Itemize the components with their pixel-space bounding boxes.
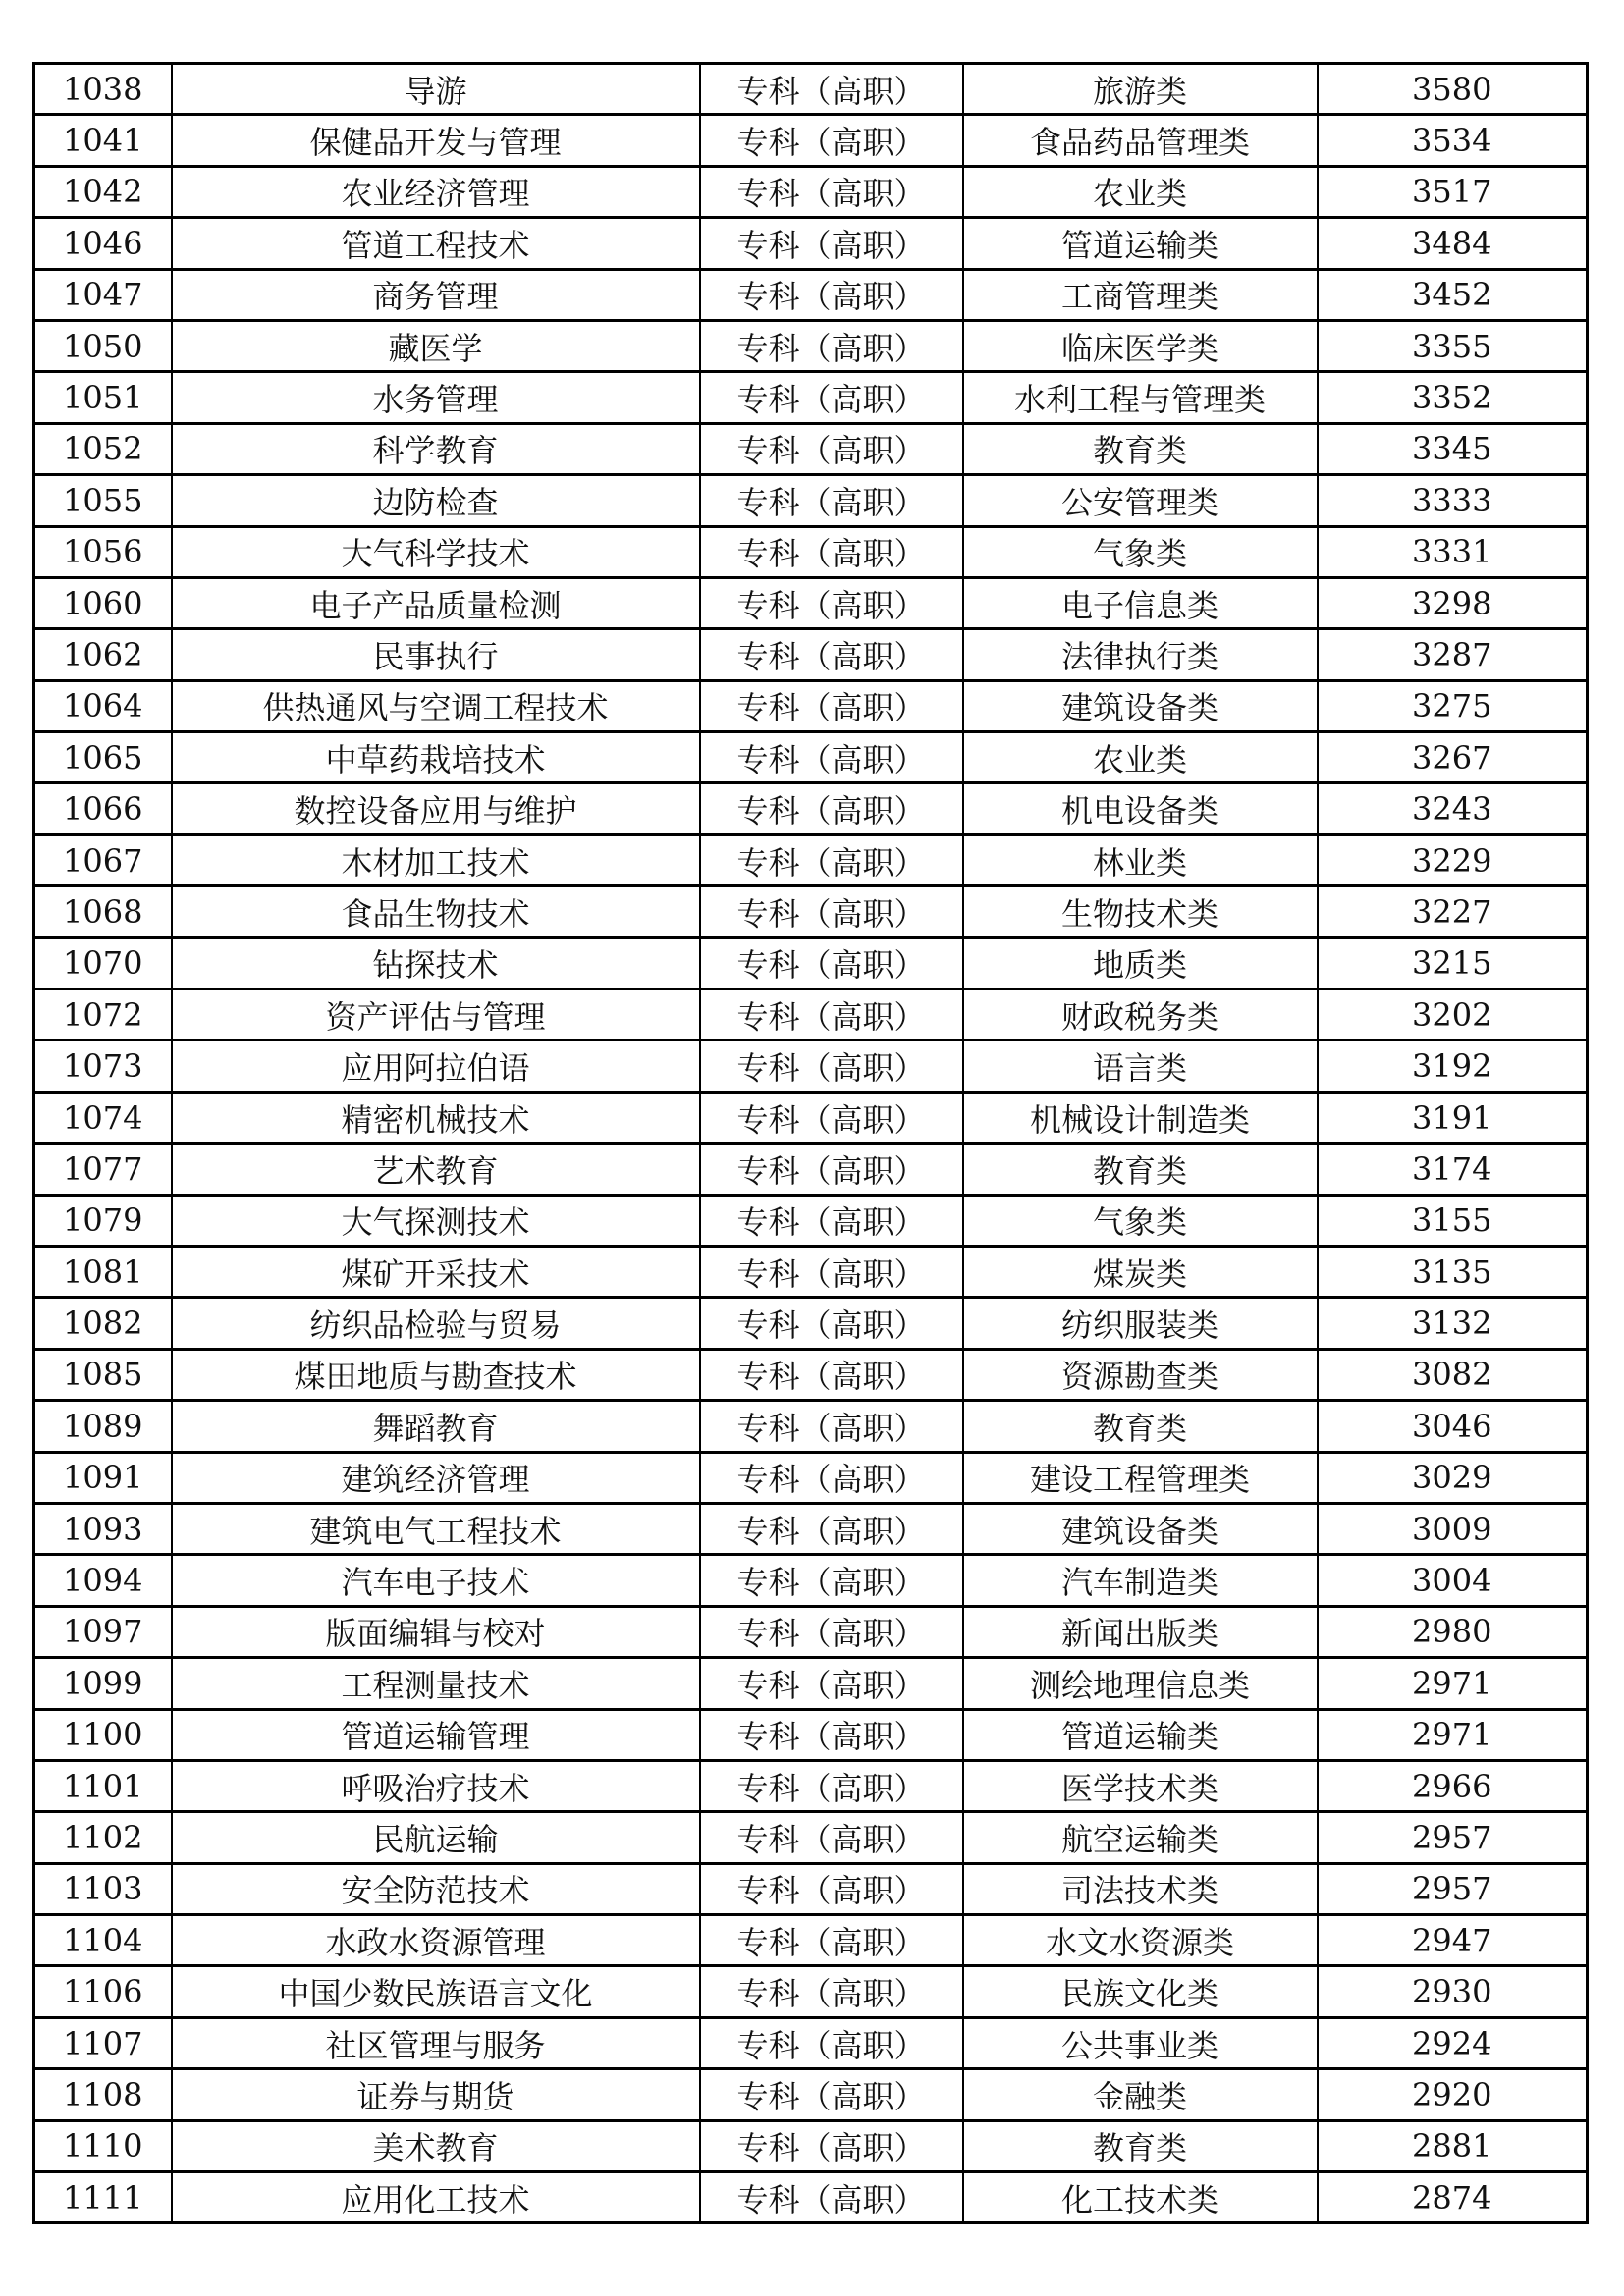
major-category-cell: 水文水资源类 — [963, 1915, 1318, 1966]
major-code-cell: 1050 — [34, 320, 172, 371]
table-row — [34, 680, 1588, 731]
table-row — [34, 475, 1588, 526]
table-row — [34, 64, 1588, 115]
major-code-cell: 1077 — [34, 1144, 172, 1195]
table-row — [34, 166, 1588, 217]
major-name-cell: 舞蹈教育 — [172, 1401, 700, 1452]
major-code-cell: 1111 — [34, 2172, 172, 2223]
score-cell: 3191 — [1318, 1092, 1588, 1143]
table-row — [34, 1709, 1588, 1760]
major-category-cell: 旅游类 — [963, 64, 1318, 115]
score-cell: 3229 — [1318, 834, 1588, 885]
table-row — [34, 1401, 1588, 1452]
major-name-cell: 管道工程技术 — [172, 218, 700, 269]
education-level-cell: 专科（高职） — [700, 989, 963, 1041]
major-code-cell: 1067 — [34, 834, 172, 885]
major-code-cell: 1065 — [34, 732, 172, 783]
major-code-cell: 1073 — [34, 1041, 172, 1092]
education-level-cell: 专科（高职） — [700, 1760, 963, 1811]
major-code-cell: 1046 — [34, 218, 172, 269]
table-row — [34, 1144, 1588, 1195]
major-name-cell: 电子产品质量检测 — [172, 577, 700, 628]
education-level-cell: 专科（高职） — [700, 269, 963, 320]
major-name-cell: 保健品开发与管理 — [172, 115, 700, 166]
score-cell: 2930 — [1318, 1966, 1588, 2017]
major-code-cell: 1072 — [34, 989, 172, 1041]
score-cell: 2957 — [1318, 1863, 1588, 1914]
table-body — [34, 64, 1588, 2223]
education-level-cell: 专科（高职） — [700, 1658, 963, 1709]
score-cell: 3287 — [1318, 629, 1588, 680]
score-cell: 3452 — [1318, 269, 1588, 320]
major-code-cell: 1108 — [34, 2069, 172, 2120]
table-row — [34, 1658, 1588, 1709]
major-category-cell: 管道运输类 — [963, 218, 1318, 269]
score-cell: 3135 — [1318, 1246, 1588, 1297]
major-category-cell: 航空运输类 — [963, 1812, 1318, 1863]
education-level-cell: 专科（高职） — [700, 629, 963, 680]
major-code-cell: 1081 — [34, 1246, 172, 1297]
major-code-cell: 1110 — [34, 2120, 172, 2171]
score-cell: 3192 — [1318, 1041, 1588, 1092]
education-level-cell: 专科（高职） — [700, 115, 963, 166]
table-row — [34, 834, 1588, 885]
education-level-cell: 专科（高职） — [700, 732, 963, 783]
major-category-cell: 电子信息类 — [963, 577, 1318, 628]
education-level-cell: 专科（高职） — [700, 1401, 963, 1452]
major-code-cell: 1042 — [34, 166, 172, 217]
major-category-cell: 汽车制造类 — [963, 1555, 1318, 1606]
major-category-cell: 民族文化类 — [963, 1966, 1318, 2017]
major-code-cell: 1079 — [34, 1195, 172, 1246]
education-level-cell: 专科（高职） — [700, 886, 963, 937]
major-name-cell: 食品生物技术 — [172, 886, 700, 937]
major-name-cell: 民事执行 — [172, 629, 700, 680]
score-cell: 3333 — [1318, 475, 1588, 526]
major-name-cell: 版面编辑与校对 — [172, 1606, 700, 1657]
major-category-cell: 测绘地理信息类 — [963, 1658, 1318, 1709]
major-category-cell: 建筑设备类 — [963, 680, 1318, 731]
major-code-cell: 1056 — [34, 526, 172, 577]
major-name-cell: 呼吸治疗技术 — [172, 1760, 700, 1811]
major-category-cell: 工商管理类 — [963, 269, 1318, 320]
major-name-cell: 供热通风与空调工程技术 — [172, 680, 700, 731]
major-name-cell: 中国少数民族语言文化 — [172, 1966, 700, 2017]
education-level-cell: 专科（高职） — [700, 2017, 963, 2068]
education-level-cell: 专科（高职） — [700, 2172, 963, 2223]
table-row — [34, 1246, 1588, 1297]
table-row — [34, 989, 1588, 1041]
table-row — [34, 1452, 1588, 1503]
score-cell: 3345 — [1318, 423, 1588, 474]
major-code-cell: 1099 — [34, 1658, 172, 1709]
table-row — [34, 1606, 1588, 1657]
major-category-cell: 资源勘查类 — [963, 1349, 1318, 1400]
major-category-cell: 机械设计制造类 — [963, 1092, 1318, 1143]
major-category-cell: 临床医学类 — [963, 320, 1318, 371]
major-category-cell: 农业类 — [963, 166, 1318, 217]
major-code-cell: 1051 — [34, 372, 172, 423]
major-category-cell: 教育类 — [963, 1144, 1318, 1195]
major-name-cell: 精密机械技术 — [172, 1092, 700, 1143]
major-name-cell: 数控设备应用与维护 — [172, 783, 700, 834]
table-row — [34, 783, 1588, 834]
major-name-cell: 大气科学技术 — [172, 526, 700, 577]
major-name-cell: 农业经济管理 — [172, 166, 700, 217]
major-name-cell: 商务管理 — [172, 269, 700, 320]
score-cell: 3174 — [1318, 1144, 1588, 1195]
major-name-cell: 证券与期货 — [172, 2069, 700, 2120]
major-name-cell: 纺织品检验与贸易 — [172, 1298, 700, 1349]
education-level-cell: 专科（高职） — [700, 1709, 963, 1760]
education-level-cell: 专科（高职） — [700, 526, 963, 577]
major-category-cell: 公共事业类 — [963, 2017, 1318, 2068]
table-row — [34, 372, 1588, 423]
table-row — [34, 577, 1588, 628]
major-code-cell: 1060 — [34, 577, 172, 628]
table-row — [34, 115, 1588, 166]
table-row — [34, 1555, 1588, 1606]
score-cell: 3517 — [1318, 166, 1588, 217]
table-row — [34, 218, 1588, 269]
score-cell: 2971 — [1318, 1658, 1588, 1709]
table-row — [34, 1863, 1588, 1914]
education-level-cell: 专科（高职） — [700, 218, 963, 269]
education-level-cell: 专科（高职） — [700, 1863, 963, 1914]
table-row — [34, 269, 1588, 320]
table-row — [34, 937, 1588, 988]
major-code-cell: 1066 — [34, 783, 172, 834]
major-category-cell: 化工技术类 — [963, 2172, 1318, 2223]
major-category-cell: 公安管理类 — [963, 475, 1318, 526]
major-code-cell: 1102 — [34, 1812, 172, 1863]
table-row — [34, 1812, 1588, 1863]
major-category-cell: 机电设备类 — [963, 783, 1318, 834]
table-row — [34, 1966, 1588, 2017]
table-row — [34, 886, 1588, 937]
table-row — [34, 423, 1588, 474]
major-name-cell: 安全防范技术 — [172, 1863, 700, 1914]
major-code-cell: 1093 — [34, 1503, 172, 1554]
major-category-cell: 地质类 — [963, 937, 1318, 988]
major-category-cell: 新闻出版类 — [963, 1606, 1318, 1657]
score-cell: 2980 — [1318, 1606, 1588, 1657]
education-level-cell: 专科（高职） — [700, 937, 963, 988]
major-category-cell: 司法技术类 — [963, 1863, 1318, 1914]
education-level-cell: 专科（高职） — [700, 1452, 963, 1503]
score-cell: 2947 — [1318, 1915, 1588, 1966]
major-name-cell: 管道运输管理 — [172, 1709, 700, 1760]
major-code-cell: 1089 — [34, 1401, 172, 1452]
score-cell: 3132 — [1318, 1298, 1588, 1349]
score-cell: 3009 — [1318, 1503, 1588, 1554]
score-cell: 3046 — [1318, 1401, 1588, 1452]
major-code-cell: 1101 — [34, 1760, 172, 1811]
major-name-cell: 建筑经济管理 — [172, 1452, 700, 1503]
major-code-cell: 1104 — [34, 1915, 172, 1966]
major-category-cell: 教育类 — [963, 1401, 1318, 1452]
score-cell: 3275 — [1318, 680, 1588, 731]
table-row — [34, 320, 1588, 371]
table-row — [34, 732, 1588, 783]
score-cell: 3298 — [1318, 577, 1588, 628]
majors-table — [32, 62, 1589, 2224]
major-category-cell: 农业类 — [963, 732, 1318, 783]
score-cell: 3082 — [1318, 1349, 1588, 1400]
major-name-cell: 藏医学 — [172, 320, 700, 371]
education-level-cell: 专科（高职） — [700, 1144, 963, 1195]
major-category-cell: 教育类 — [963, 2120, 1318, 2171]
major-name-cell: 科学教育 — [172, 423, 700, 474]
table-row — [34, 1503, 1588, 1554]
major-name-cell: 煤矿开采技术 — [172, 1246, 700, 1297]
major-name-cell: 建筑电气工程技术 — [172, 1503, 700, 1554]
table-row — [34, 526, 1588, 577]
major-category-cell: 气象类 — [963, 1195, 1318, 1246]
major-category-cell: 纺织服装类 — [963, 1298, 1318, 1349]
education-level-cell: 专科（高职） — [700, 1041, 963, 1092]
education-level-cell: 专科（高职） — [700, 1812, 963, 1863]
score-cell: 3355 — [1318, 320, 1588, 371]
score-cell: 3029 — [1318, 1452, 1588, 1503]
major-category-cell: 水利工程与管理类 — [963, 372, 1318, 423]
score-cell: 3215 — [1318, 937, 1588, 988]
education-level-cell: 专科（高职） — [700, 680, 963, 731]
major-name-cell: 钻探技术 — [172, 937, 700, 988]
major-name-cell: 大气探测技术 — [172, 1195, 700, 1246]
major-category-cell: 煤炭类 — [963, 1246, 1318, 1297]
education-level-cell: 专科（高职） — [700, 1966, 963, 2017]
score-cell: 3331 — [1318, 526, 1588, 577]
score-cell: 3352 — [1318, 372, 1588, 423]
education-level-cell: 专科（高职） — [700, 475, 963, 526]
major-category-cell: 法律执行类 — [963, 629, 1318, 680]
major-code-cell: 1047 — [34, 269, 172, 320]
major-name-cell: 美术教育 — [172, 2120, 700, 2171]
score-cell: 3484 — [1318, 218, 1588, 269]
table-row — [34, 2172, 1588, 2223]
education-level-cell: 专科（高职） — [700, 1606, 963, 1657]
score-cell: 3155 — [1318, 1195, 1588, 1246]
education-level-cell: 专科（高职） — [700, 2120, 963, 2171]
major-code-cell: 1107 — [34, 2017, 172, 2068]
score-cell: 2966 — [1318, 1760, 1588, 1811]
major-name-cell: 应用阿拉伯语 — [172, 1041, 700, 1092]
education-level-cell: 专科（高职） — [700, 1555, 963, 1606]
major-code-cell: 1074 — [34, 1092, 172, 1143]
table-row — [34, 1195, 1588, 1246]
major-code-cell: 1106 — [34, 1966, 172, 2017]
major-name-cell: 中草药栽培技术 — [172, 732, 700, 783]
major-category-cell: 气象类 — [963, 526, 1318, 577]
education-level-cell: 专科（高职） — [700, 320, 963, 371]
score-cell: 2881 — [1318, 2120, 1588, 2171]
major-code-cell: 1070 — [34, 937, 172, 988]
major-category-cell: 管道运输类 — [963, 1709, 1318, 1760]
major-name-cell: 民航运输 — [172, 1812, 700, 1863]
score-cell: 3580 — [1318, 64, 1588, 115]
table-row — [34, 1298, 1588, 1349]
major-code-cell: 1062 — [34, 629, 172, 680]
major-name-cell: 边防检查 — [172, 475, 700, 526]
education-level-cell: 专科（高职） — [700, 1503, 963, 1554]
major-name-cell: 水政水资源管理 — [172, 1915, 700, 1966]
major-name-cell: 社区管理与服务 — [172, 2017, 700, 2068]
major-code-cell: 1038 — [34, 64, 172, 115]
education-level-cell: 专科（高职） — [700, 1246, 963, 1297]
major-category-cell: 建筑设备类 — [963, 1503, 1318, 1554]
table-row — [34, 2069, 1588, 2120]
major-code-cell: 1103 — [34, 1863, 172, 1914]
major-name-cell: 煤田地质与勘查技术 — [172, 1349, 700, 1400]
major-code-cell: 1100 — [34, 1709, 172, 1760]
education-level-cell: 专科（高职） — [700, 834, 963, 885]
education-level-cell: 专科（高职） — [700, 1915, 963, 1966]
major-category-cell: 建设工程管理类 — [963, 1452, 1318, 1503]
major-name-cell: 艺术教育 — [172, 1144, 700, 1195]
score-cell: 2874 — [1318, 2172, 1588, 2223]
major-name-cell: 工程测量技术 — [172, 1658, 700, 1709]
education-level-cell: 专科（高职） — [700, 1195, 963, 1246]
major-code-cell: 1064 — [34, 680, 172, 731]
major-category-cell: 林业类 — [963, 834, 1318, 885]
table-row — [34, 1092, 1588, 1143]
table-row — [34, 2017, 1588, 2068]
education-level-cell: 专科（高职） — [700, 783, 963, 834]
major-code-cell: 1085 — [34, 1349, 172, 1400]
score-cell: 3227 — [1318, 886, 1588, 937]
major-code-cell: 1052 — [34, 423, 172, 474]
education-level-cell: 专科（高职） — [700, 372, 963, 423]
major-name-cell: 水务管理 — [172, 372, 700, 423]
table-row — [34, 2120, 1588, 2171]
major-code-cell: 1055 — [34, 475, 172, 526]
major-category-cell: 金融类 — [963, 2069, 1318, 2120]
score-cell: 2920 — [1318, 2069, 1588, 2120]
major-code-cell: 1091 — [34, 1452, 172, 1503]
major-name-cell: 导游 — [172, 64, 700, 115]
score-cell: 3004 — [1318, 1555, 1588, 1606]
education-level-cell: 专科（高职） — [700, 1298, 963, 1349]
education-level-cell: 专科（高职） — [700, 423, 963, 474]
score-cell: 2957 — [1318, 1812, 1588, 1863]
table-row — [34, 1760, 1588, 1811]
score-cell: 3534 — [1318, 115, 1588, 166]
education-level-cell: 专科（高职） — [700, 166, 963, 217]
score-cell: 2971 — [1318, 1709, 1588, 1760]
major-category-cell: 食品药品管理类 — [963, 115, 1318, 166]
major-code-cell: 1082 — [34, 1298, 172, 1349]
major-category-cell: 教育类 — [963, 423, 1318, 474]
major-category-cell: 财政税务类 — [963, 989, 1318, 1041]
major-code-cell: 1068 — [34, 886, 172, 937]
score-cell: 3243 — [1318, 783, 1588, 834]
education-level-cell: 专科（高职） — [700, 577, 963, 628]
score-cell: 3202 — [1318, 989, 1588, 1041]
education-level-cell: 专科（高职） — [700, 64, 963, 115]
major-category-cell: 语言类 — [963, 1041, 1318, 1092]
table-row — [34, 629, 1588, 680]
major-code-cell: 1094 — [34, 1555, 172, 1606]
major-code-cell: 1097 — [34, 1606, 172, 1657]
table-row — [34, 1915, 1588, 1966]
education-level-cell: 专科（高职） — [700, 1349, 963, 1400]
major-name-cell: 汽车电子技术 — [172, 1555, 700, 1606]
major-name-cell: 应用化工技术 — [172, 2172, 700, 2223]
education-level-cell: 专科（高职） — [700, 2069, 963, 2120]
education-level-cell: 专科（高职） — [700, 1092, 963, 1143]
major-category-cell: 医学技术类 — [963, 1760, 1318, 1811]
major-category-cell: 生物技术类 — [963, 886, 1318, 937]
major-name-cell: 木材加工技术 — [172, 834, 700, 885]
major-name-cell: 资产评估与管理 — [172, 989, 700, 1041]
major-code-cell: 1041 — [34, 115, 172, 166]
table-row — [34, 1041, 1588, 1092]
score-cell: 3267 — [1318, 732, 1588, 783]
score-cell: 2924 — [1318, 2017, 1588, 2068]
table-row — [34, 1349, 1588, 1400]
